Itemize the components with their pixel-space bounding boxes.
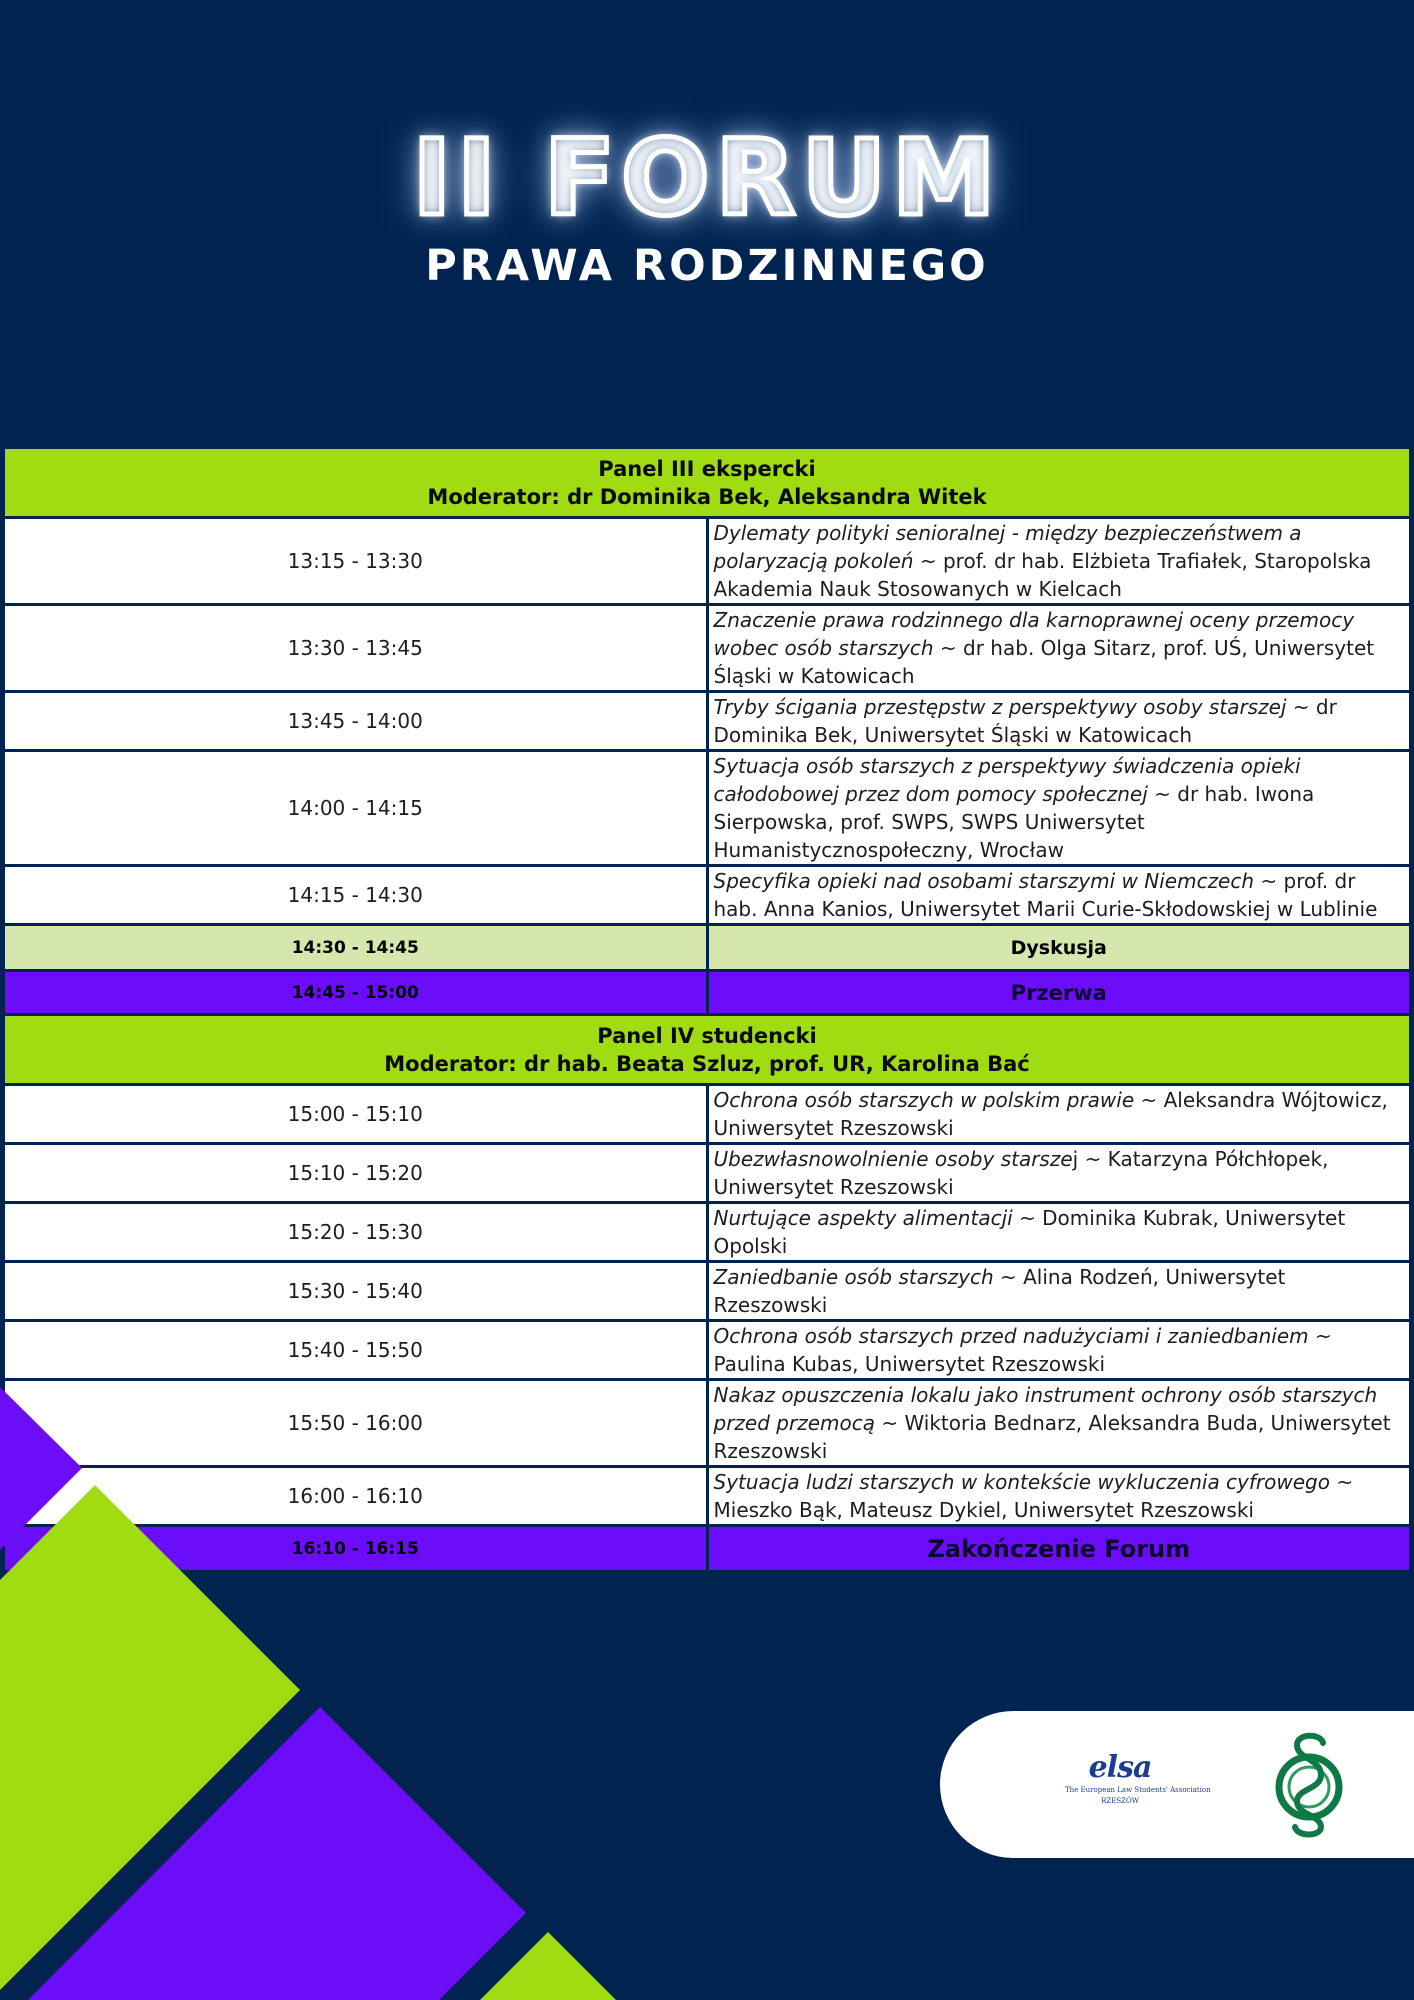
- panel-header-row: [4, 1015, 1411, 1085]
- talk-speaker: ~ Dominika Kubrak, Uniwersytet Opolski: [713, 1206, 1346, 1258]
- logo-banner: [940, 1711, 1414, 1858]
- panel-header: [4, 1015, 1411, 1085]
- green-triangle-bottom: [480, 1932, 616, 2000]
- talk-cell: [707, 605, 1411, 692]
- talk-cell: [707, 1085, 1411, 1144]
- break-label: Przerwa: [707, 971, 1411, 1015]
- talk-title: Sytuacja osób starszych z perspektywy świadczenia opieki całodobowej przez dom pomocy społecznej: [713, 754, 1301, 806]
- talk-speaker: ~ Mieszko Bąk, Mateusz Dykiel, Uniwersytet Rzeszowski: [713, 1470, 1354, 1522]
- time-cell: 15:20 - 15:30: [4, 1203, 708, 1262]
- table-row: [4, 518, 1411, 605]
- talk-speaker: j ~ Katarzyna Półchłopek, Uniwersytet Rzeszowski: [713, 1147, 1329, 1199]
- page-title: II FORUM: [412, 117, 1002, 239]
- talk-cell: [707, 1203, 1411, 1262]
- time-cell: 13:30 - 13:45: [4, 605, 708, 692]
- talk-speaker: ~ Alina Rodzeń, Uniwersytet Rzeszowski: [713, 1265, 1286, 1317]
- talk-cell: [707, 1467, 1411, 1526]
- talk-speaker: ~ Wiktoria Bednarz, Aleksandra Buda, Uniwersytet Rzeszowski: [713, 1411, 1391, 1463]
- table-row: [4, 751, 1411, 866]
- time-cell: 15:10 - 15:20: [4, 1144, 708, 1203]
- panel-moderator: Moderator: dr Dominika Bek, Aleksandra Witek: [427, 484, 987, 509]
- talk-title: Dylematy polityki senioralnej - między bezpieczeństwem a polaryzacją pokoleń: [713, 521, 1302, 573]
- table-row: [4, 1085, 1411, 1144]
- elsa-tagline: The European Law Students' Association: [1065, 1786, 1211, 1794]
- time-cell: 15:50 - 16:00: [4, 1380, 708, 1467]
- time-cell: 14:30 - 14:45: [4, 925, 708, 971]
- time-cell: 16:00 - 16:10: [4, 1467, 708, 1526]
- talk-speaker: ~ Paulina Kubas, Uniwersytet Rzeszowski: [713, 1324, 1332, 1376]
- time-cell: 16:10 - 16:15: [4, 1526, 708, 1572]
- talk-title: Specyfika opieki nad osobami starszymi w Niemczech: [713, 869, 1255, 893]
- time-cell: 15:00 - 15:10: [4, 1085, 708, 1144]
- talk-cell: [707, 518, 1411, 605]
- talk-title: Ochrona osób starszych przed nadużyciami i zaniedbaniem: [713, 1324, 1309, 1348]
- elsa-logo: [1065, 1750, 1211, 1807]
- table-row: [4, 1262, 1411, 1321]
- talk-title: Znaczenie prawa rodzinnego dla karnoprawnej oceny przemocy wobec osób starszych: [713, 608, 1355, 660]
- panel-title: Panel IV studencki: [597, 1023, 817, 1048]
- panel-header: [4, 448, 1411, 518]
- talk-cell: [707, 1262, 1411, 1321]
- talk-title: Tryby ścigania przestępstw z perspektywy osoby starszej: [713, 695, 1287, 719]
- table-row: [4, 1203, 1411, 1262]
- talk-speaker: ~ dr hab. Iwona Sierpowska, prof. SWPS, SWPS Uniwersytet Humanistycznospołeczny, Wrocław: [713, 782, 1315, 862]
- time-cell: 14:45 - 15:00: [4, 971, 708, 1015]
- talk-cell: [707, 692, 1411, 751]
- time-cell: 15:30 - 15:40: [4, 1262, 708, 1321]
- talk-cell: [707, 751, 1411, 866]
- break-row: [4, 971, 1411, 1015]
- closing-label: Zakończenie Forum: [707, 1526, 1411, 1572]
- talk-cell: [707, 1144, 1411, 1203]
- panel-moderator: Moderator: dr hab. Beata Szluz, prof. UR, Karolina Bać: [384, 1051, 1030, 1076]
- table-row: [4, 1144, 1411, 1203]
- talk-speaker: ~ prof. dr hab. Anna Kanios, Uniwersytet Marii Curie-Skłodowskiej w Lublinie: [713, 869, 1378, 921]
- talk-cell: [707, 1380, 1411, 1467]
- talk-title: Nakaz opuszczenia lokalu jako instrument ochrony osób starszych przed przemocą: [713, 1383, 1378, 1435]
- table-row: [4, 605, 1411, 692]
- panel-header-row: [4, 448, 1411, 518]
- time-cell: 13:15 - 13:30: [4, 518, 708, 605]
- elsa-city: RZESZÓW: [1101, 1797, 1139, 1805]
- discussion-row: [4, 925, 1411, 971]
- decorative-shapes: [0, 1380, 620, 2000]
- talk-title: Nurtujące aspekty alimentacji: [713, 1206, 1013, 1230]
- page-subtitle: PRAWA RODZINNEGO: [425, 241, 989, 291]
- discussion-label: Dyskusja: [707, 925, 1411, 971]
- talk-speaker: ~ dr Dominika Bek, Uniwersytet Śląski w Katowicach: [713, 695, 1337, 747]
- panel-title: Panel III ekspercki: [598, 456, 816, 481]
- table-row: [4, 692, 1411, 751]
- talk-title: Sytuacja ludzi starszych w kontekście wykluczenia cyfrowego: [713, 1470, 1330, 1494]
- talk-title: Ochrona osób starszych w polskim prawie: [713, 1088, 1135, 1112]
- table-row: [4, 1321, 1411, 1380]
- talk-cell: [707, 866, 1411, 925]
- time-cell: 14:00 - 14:15: [4, 751, 708, 866]
- time-cell: 13:45 - 14:00: [4, 692, 708, 751]
- time-cell: 15:40 - 15:50: [4, 1321, 708, 1380]
- table-row: [4, 866, 1411, 925]
- talk-title: Zaniedbanie osób starszych: [713, 1265, 994, 1289]
- paragraph-seal-icon: [1273, 1731, 1345, 1839]
- talk-speaker: ~ dr hab. Olga Sitarz, prof. UŚ, Uniwersytet Śląski w Katowicach: [713, 636, 1375, 688]
- talk-speaker: ~ Aleksandra Wójtowicz, Uniwersytet Rzeszowski: [713, 1088, 1388, 1140]
- talk-speaker: ~ prof. dr hab. Elżbieta Trafiałek, Staropolska Akademia Nauk Stosowanych w Kielcach: [713, 549, 1372, 601]
- elsa-wordmark: elsa: [1088, 1750, 1152, 1785]
- talk-cell: [707, 1321, 1411, 1380]
- talk-title: Ubezwłasnowolnienie osoby starsze: [713, 1147, 1073, 1171]
- time-cell: 14:15 - 14:30: [4, 866, 708, 925]
